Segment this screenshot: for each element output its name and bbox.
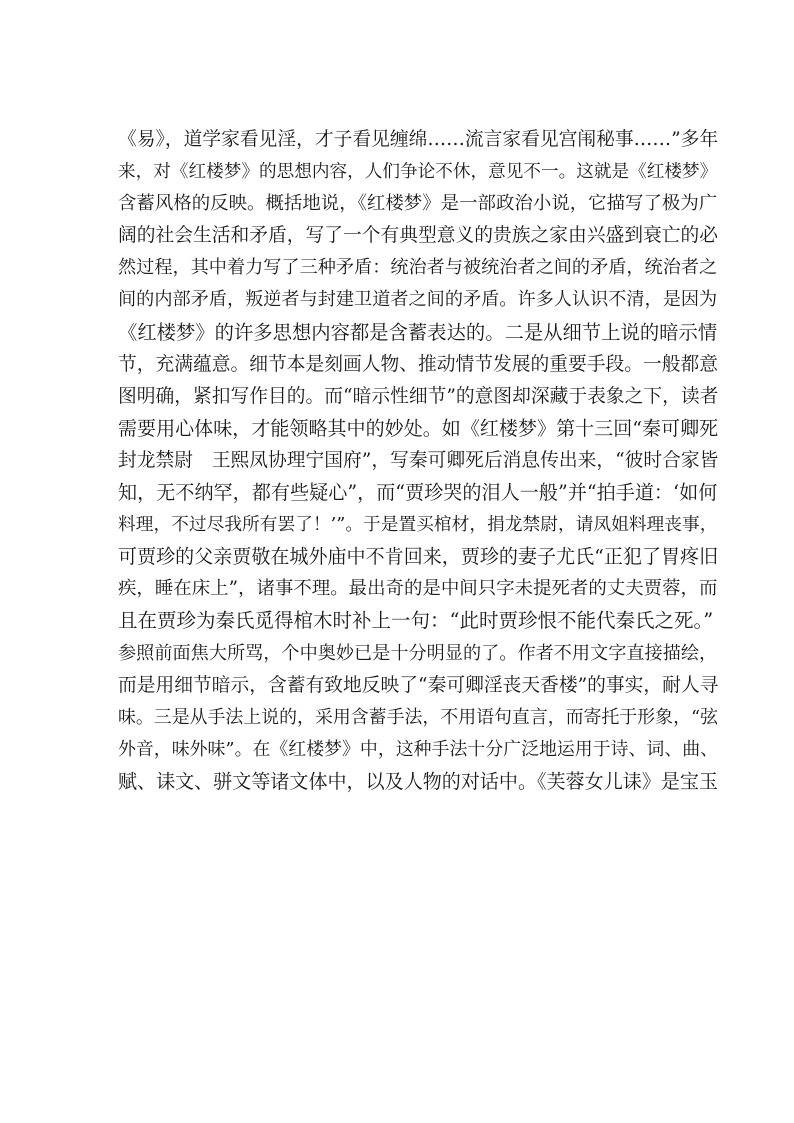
text-line: 节，充满蕴意。细节本是刻画人物、推动情节发展的重要手段。一般都意 xyxy=(118,353,718,375)
text-line: 然过程，其中着力写了三种矛盾：统治者与被统治者之间的矛盾，统治者之 xyxy=(118,257,718,279)
text-line: 来，对《红楼梦》的思想内容，人们争论不休，意见不一。这就是《红楼梦》 xyxy=(118,162,718,183)
text-line: 含蓄风格的反映。概括地说，《红楼梦》是一部政治小说，它描写了极为广 xyxy=(118,193,718,215)
text-line: 《易》，道学家看见淫，才子看见缠绵……流言家看见宫闱秘事……”多年 xyxy=(118,129,719,150)
text-line: 可贾珍的父亲贾敬在城外庙中不肯回来，贾珍的妻子尤氏“正犯了胃疼旧 xyxy=(118,546,719,569)
text-line: 疾，睡在床上”，诸事不理。最出奇的是中间只字未提死者的丈夫贾蓉，而 xyxy=(118,578,718,600)
text-line: 图明确，紧扣写作目的。而“暗示性细节”的意图却深藏于表象之下，读者 xyxy=(118,385,719,407)
text-line: 间的内部矛盾，叛逆者与封建卫道者之间的矛盾。许多人认识不清，是因为 xyxy=(118,289,718,311)
text-line: 参照前面焦大所骂，个中奥妙已是十分明显的了。作者不用文字直接描绘， xyxy=(118,642,718,664)
text-line: 《红楼梦》的许多思想内容都是含蓄表达的。二是从细节上说的暗示情 xyxy=(118,320,718,344)
text-line: 知，无不纳罕，都有些疑心”，而“贾珍哭的泪人一般”并“拍手道：‘如何 xyxy=(118,481,718,505)
text-line: 赋、诔文、骈文等诸文体中，以及人物的对话中。《芙蓉女儿诔》是宝玉 xyxy=(118,770,718,793)
text-line: 味。三是从手法上说的，采用含蓄手法，不用语句直言，而寄托于形象，“弦 xyxy=(118,706,719,728)
text-line: 阔的社会生活和矛盾，写了一个有典型意义的贵族之家由兴盛到衰亡的必 xyxy=(118,225,718,247)
text-line: 需要用心体味，才能领略其中的妙处。如《红楼梦》第十三回“秦可卿死 xyxy=(118,417,719,440)
text-line: 封龙禁尉 王熙凤协理宁国府”，写秦可卿死后消息传出来，“彼时合家皆 xyxy=(118,449,719,471)
text-line: 且在贾珍为秦氏觅得棺木时补上一句：“此时贾珍恨不能代秦氏之死。” xyxy=(118,609,714,633)
text-line: 而是用细节暗示，含蓄有致地反映了“秦可卿淫丧天香楼”的事实，耐人寻 xyxy=(118,674,719,696)
text-line: 料理，不过尽我所有罢了！’”。于是置买棺材，捐龙禁尉，请凤姐料理丧事， xyxy=(118,515,718,536)
body-text xyxy=(118,124,718,798)
text-line: 外音，味外味”。在《红楼梦》中，这种手法十分广泛地运用于诗、词、曲、 xyxy=(118,738,719,760)
